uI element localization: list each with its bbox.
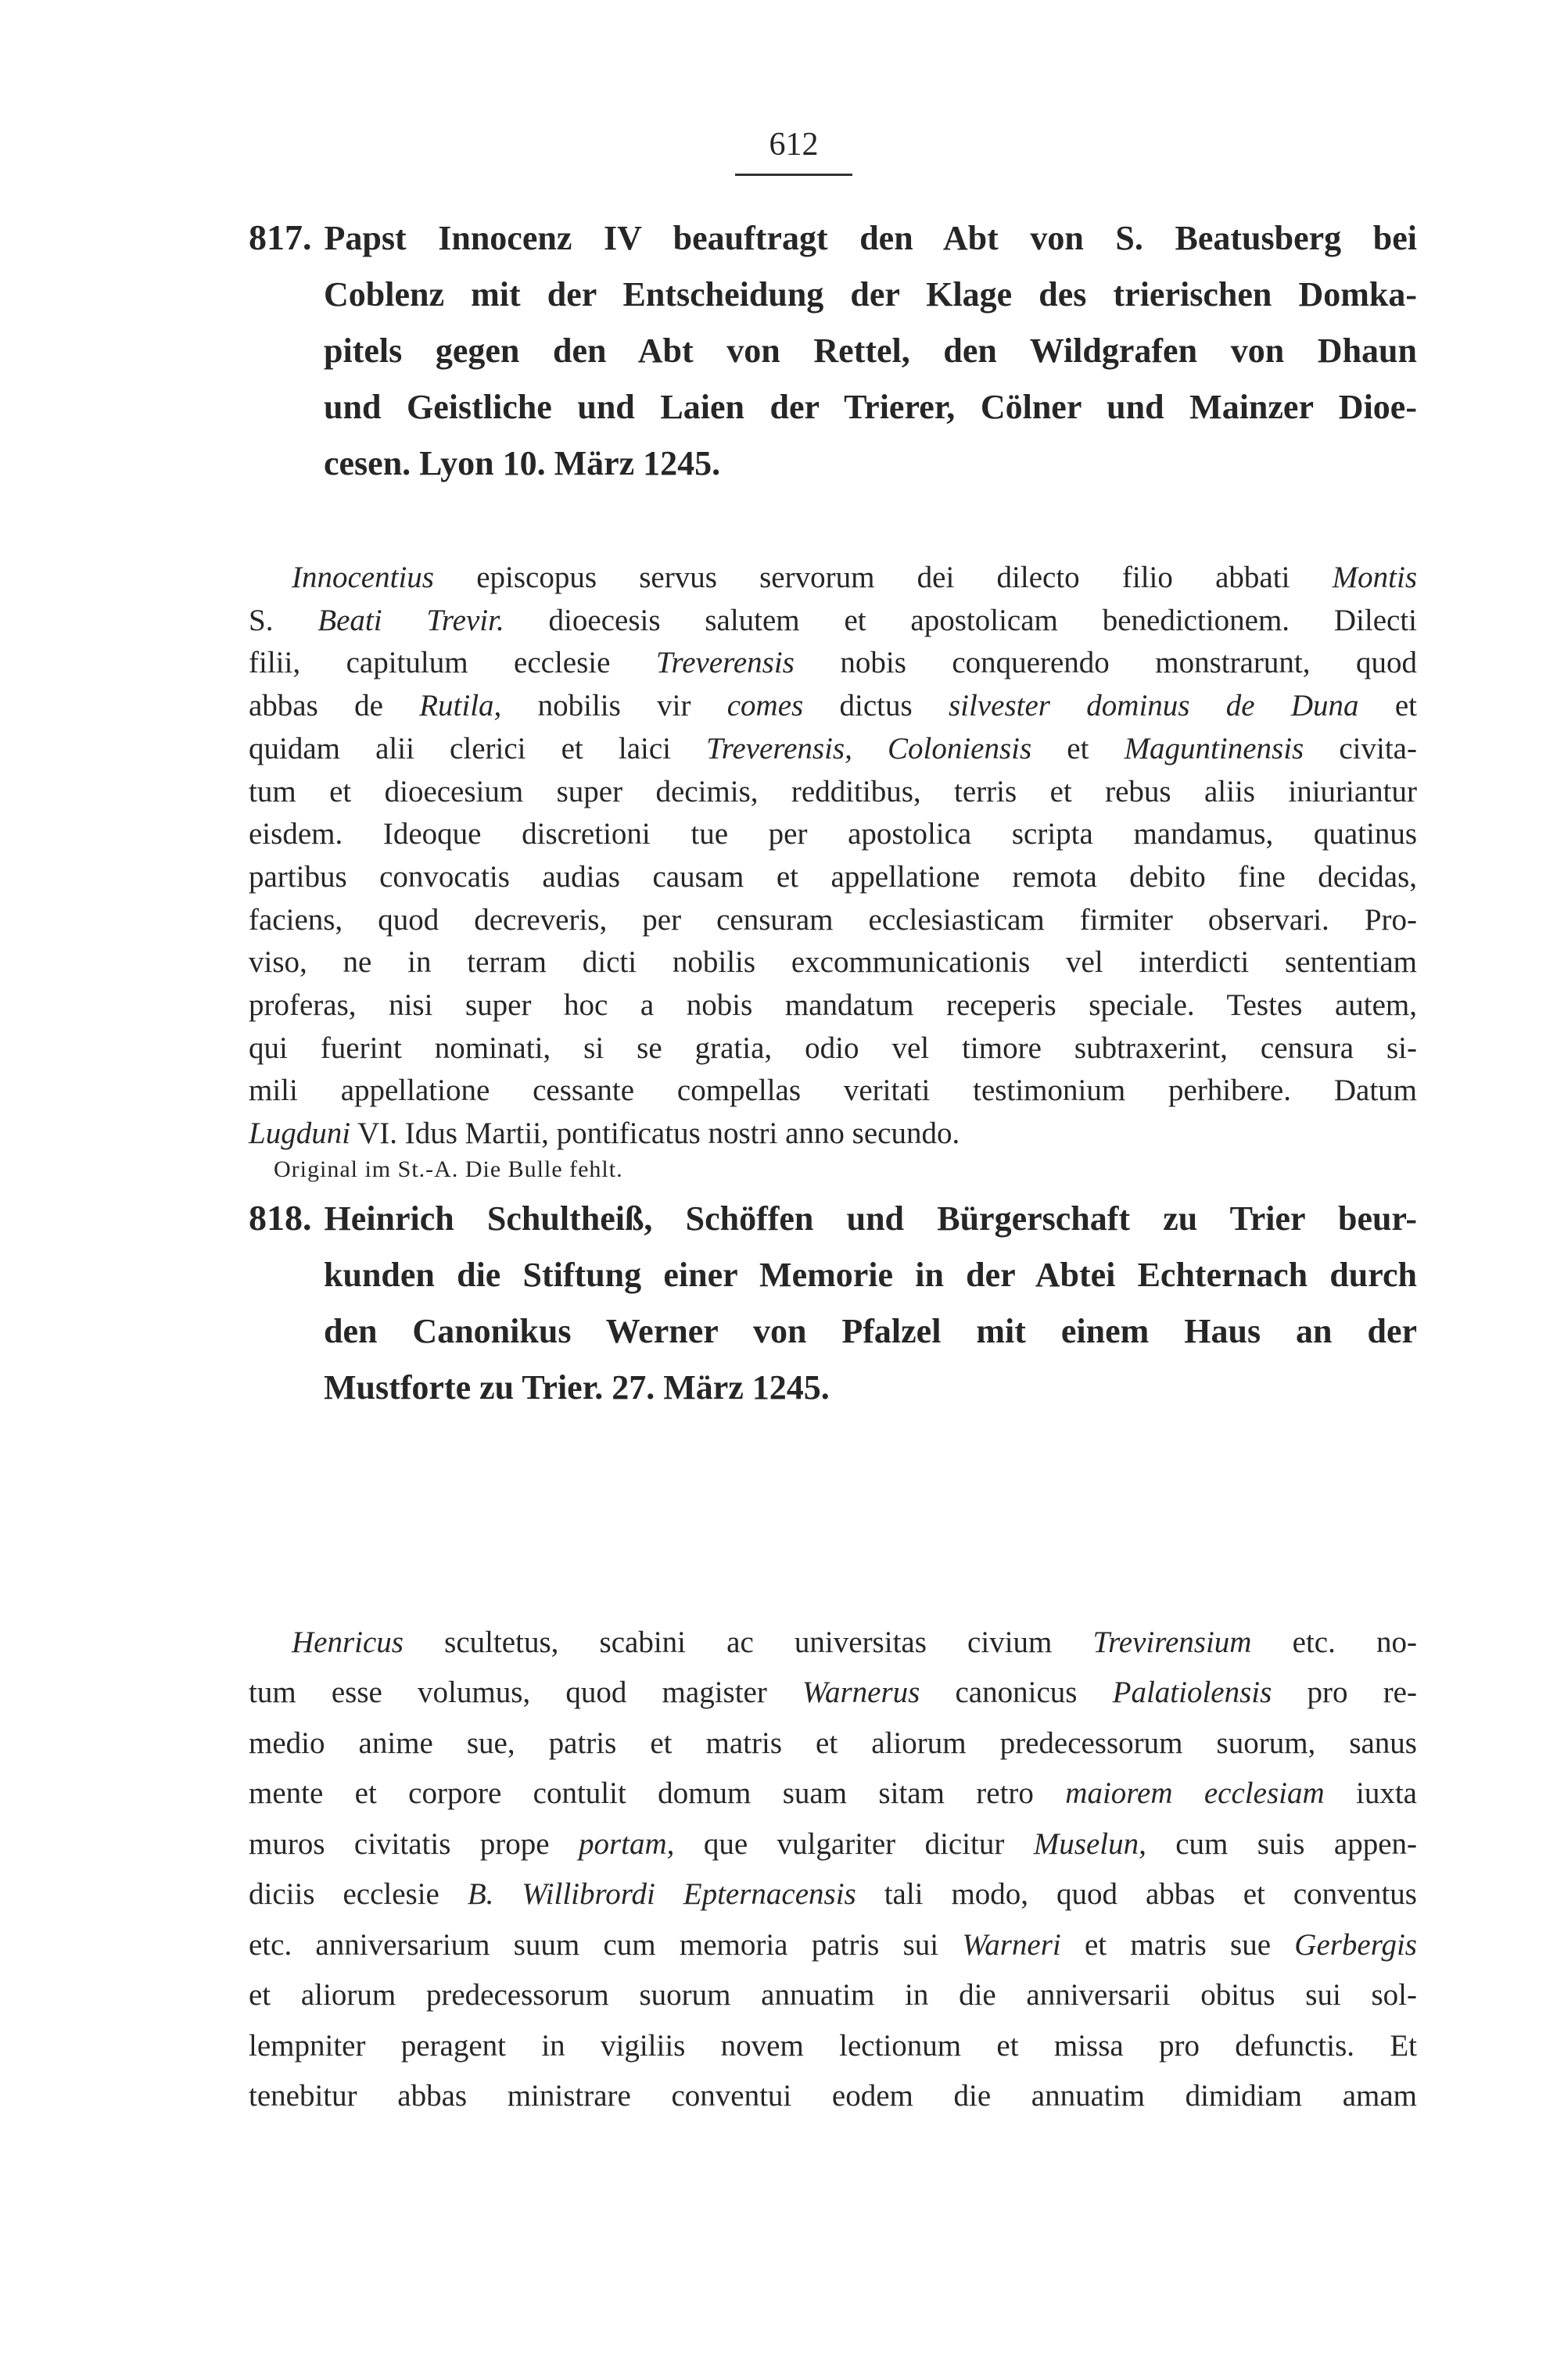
text-segment: qui fuerint nominati, si se gratia, odio vel timore subtraxerint, censura si- (249, 1030, 1417, 1065)
text-line (249, 1869, 1417, 1920)
text-line (249, 728, 1417, 771)
text-line (249, 1113, 1417, 1156)
text-segment: filii, capitulum ecclesie (249, 646, 656, 680)
text-segment: pro re- (1272, 1676, 1417, 1710)
text-segment: iuxta (1324, 1776, 1417, 1811)
text-segment: VI. Idus Martii, pontificatus nostri anno secundo. (350, 1117, 960, 1151)
text-line (249, 1070, 1417, 1113)
document-818-text (249, 1618, 1417, 2122)
page-body (249, 210, 1417, 2122)
text-segment: mente et corpore contulit domum suam sitam retro (249, 1776, 1066, 1811)
italic-name: Gerbergis (1294, 1927, 1417, 1962)
heading-line (249, 323, 1417, 379)
page-number: 612 (769, 127, 819, 163)
text-segment: tali modo, quod abbas et conventus (856, 1877, 1417, 1912)
text-segment: tenebitur abbas ministrare conventui eodem die annuatim dimidiam amam (249, 2079, 1417, 2113)
text-segment: dioecesis salutem et apostolicam benedictionem. Dilecti (504, 603, 1417, 637)
italic-name: maiorem ecclesiam (1065, 1776, 1325, 1811)
heading-text: und Geistliche und Laien der Trierer, Cölner und Mainzer Dioe- (324, 388, 1417, 426)
text-segment: scultetus, scabini ac universitas civium (403, 1625, 1093, 1659)
text-segment: canonicus (920, 1676, 1113, 1710)
text-segment: diciis ecclesie (249, 1877, 468, 1912)
text-segment: etc. anniversarium suum cum memoria patris sui (249, 1927, 963, 1962)
italic-name: Rutila, (419, 689, 502, 723)
text-segment: quidam alii clerici et laici (249, 731, 707, 765)
heading-line (249, 1190, 1417, 1247)
text-line (249, 2021, 1417, 2072)
heading-line (249, 267, 1417, 323)
italic-name: comes (726, 689, 804, 723)
italic-name: Henricus (292, 1625, 404, 1659)
document-818-heading (249, 1190, 1417, 1416)
text-segment: mili appellatione cessante compellas veritati testimonium perhibere. Datum (249, 1074, 1417, 1108)
text-line (249, 1719, 1417, 1769)
text-line (249, 1819, 1417, 1870)
heading-line (249, 435, 1417, 492)
text-line (249, 813, 1417, 856)
heading-text: Heinrich Schultheiß, Schöffen und Bürgerschaft zu Trier beur- (324, 1199, 1417, 1238)
text-line (249, 1618, 1417, 1669)
text-line (249, 941, 1417, 984)
text-segment: dictus (803, 689, 949, 723)
heading-text: kunden die Stiftung einer Memorie in der Abtei Echternach durch (324, 1255, 1417, 1294)
heading-text: pitels gegen den Abt von Rettel, den Wildgrafen von Dhaun (324, 332, 1417, 370)
italic-name: Warnerus (802, 1676, 920, 1710)
text-segment: abbas de (249, 689, 420, 723)
italic-name: Trevirensium (1092, 1625, 1252, 1659)
heading-text: Papst Innocenz IV beauftragt den Abt von S. Beatusberg bei (324, 219, 1417, 257)
italic-name: Beati Trevir. (317, 603, 504, 637)
text-line (249, 642, 1417, 685)
text-segment: lempniter peragent in vigiliis novem lectionum et missa pro defunctis. Et (249, 2028, 1417, 2063)
italic-name: Warneri (962, 1927, 1061, 1962)
document-number: 818. (249, 1197, 312, 1238)
italic-name: Lugduni (249, 1117, 351, 1151)
text-segment: tum esse volumus, quod magister (249, 1676, 803, 1710)
text-segment: etc. no- (1251, 1625, 1417, 1659)
text-segment: que vulgariter dicitur (674, 1826, 1034, 1861)
text-segment: cum suis appen- (1146, 1826, 1418, 1861)
text-segment: proferas, nisi super hoc a nobis mandatum receperis speciale. Testes autem, (249, 988, 1417, 1023)
italic-name: Treverensis (655, 646, 795, 680)
text-line (249, 685, 1417, 728)
text-line (249, 2071, 1417, 2122)
heading-text: den Canonikus Werner von Pfalzel mit einem Haus an der (324, 1311, 1417, 1350)
text-segment: S. (249, 603, 318, 637)
heading-text: cesen. Lyon 10. März 1245. (324, 444, 721, 482)
text-segment: et matris sue (1060, 1927, 1295, 1962)
text-line (249, 984, 1417, 1027)
heading-line (249, 210, 1417, 267)
text-segment: nobilis vir (501, 689, 727, 723)
text-line (249, 600, 1417, 643)
document-number: 817. (249, 217, 312, 257)
page-number-rule (735, 174, 852, 176)
italic-name: Palatiolensis (1112, 1676, 1272, 1710)
document-817-note: Original im St.-A. Die Bulle fehlt. (274, 1156, 623, 1182)
text-line (249, 1668, 1417, 1719)
document-817-heading (249, 210, 1417, 492)
text-segment: viso, ne in terram dicti nobilis excommunicationis vel interdicti sententiam (249, 945, 1417, 980)
italic-name: Montis (1332, 561, 1417, 594)
text-line (249, 1027, 1417, 1070)
text-line (249, 1920, 1417, 1971)
text-line (249, 899, 1417, 942)
text-segment: nobis conquerendo monstrarunt, quod (794, 646, 1417, 680)
heading-text: Mustforte zu Trier. 27. März 1245. (324, 1367, 830, 1407)
heading-line (249, 1303, 1417, 1360)
italic-name: Maguntinensis (1124, 731, 1304, 765)
text-segment: medio anime sue, patris et matris et aliorum predecessorum suorum, sanus (249, 1726, 1417, 1760)
text-segment: tum et dioecesium super decimis, redditibus, terris et rebus aliis iniuriantur (249, 774, 1417, 808)
italic-name: Muselun, (1033, 1826, 1146, 1861)
document-817-text (249, 557, 1417, 1156)
italic-name: Treverensis, Coloniensis (706, 731, 1032, 765)
text-line (249, 1769, 1417, 1819)
text-line (249, 771, 1417, 814)
heading-line (249, 379, 1417, 435)
italic-name: portam, (579, 1826, 675, 1861)
heading-line (249, 1360, 1417, 1416)
text-segment: et (1031, 731, 1125, 765)
heading-line (249, 1247, 1417, 1303)
heading-text: Coblenz mit der Entscheidung der Klage des trierischen Domka- (324, 275, 1417, 314)
text-line (249, 557, 1417, 600)
text-segment: faciens, quod decreveris, per censuram ecclesiasticam firmiter observari. Pro- (249, 902, 1417, 937)
text-segment: et aliorum predecessorum suorum annuatim in die anniversarii obitus sui sol- (249, 1978, 1417, 2013)
text-segment: et (1358, 689, 1417, 723)
text-segment: eisdem. Ideoque discretioni tue per apostolica scripta mandamus, quatinus (249, 817, 1417, 851)
text-segment: civita- (1304, 731, 1417, 765)
text-segment: episcopus servus servorum dei dilecto filio abbati (433, 561, 1333, 594)
italic-name: Innocentius (292, 561, 434, 594)
italic-name: silvester dominus de Duna (949, 689, 1359, 723)
text-segment: muros civitatis prope (249, 1826, 579, 1861)
text-line (249, 1970, 1417, 2021)
italic-name: B. Willibrordi Epternacensis (467, 1877, 856, 1912)
text-line (249, 856, 1417, 899)
text-segment: partibus convocatis audias causam et appellatione remota debito fine decidas, (249, 859, 1417, 894)
